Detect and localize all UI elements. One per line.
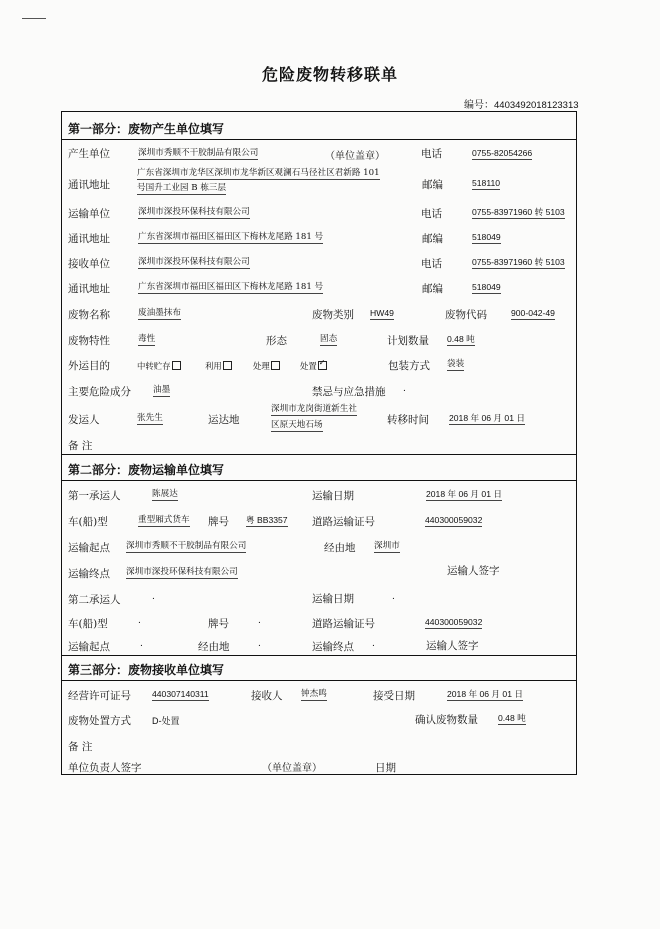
- transport-date1[interactable]: 2018 年 06 月 01 日: [426, 489, 502, 499]
- unit-seal-label: （单位盖章）: [262, 763, 322, 774]
- transporter-value[interactable]: 深圳市深投环保科技有限公司: [138, 207, 250, 217]
- destination-label: 运达地: [208, 414, 240, 426]
- waste-code-label: 废物代码: [445, 309, 487, 321]
- receive-date-label: 接受日期: [373, 690, 415, 702]
- plate1-label: 牌号: [208, 516, 229, 528]
- purpose-label: 外运目的: [68, 360, 110, 372]
- purpose-option-treat[interactable]: 处理: [253, 360, 280, 372]
- sign-date-label: 日期: [375, 762, 396, 774]
- divider: [61, 454, 577, 455]
- via2-label: 经由地: [198, 641, 230, 653]
- part1-heading: 第一部分：废物产生单位填写: [68, 122, 225, 136]
- shipper-label: 发运人: [68, 414, 100, 426]
- disposal-method[interactable]: D-处置: [152, 716, 180, 726]
- transfer-time-label: 转移时间: [387, 414, 429, 426]
- receiving-person-label: 接收人: [251, 690, 283, 702]
- carrier1-sign-label: 运输人签字: [447, 565, 500, 577]
- form-title: 危险废物转移联单: [261, 65, 398, 84]
- planned-quantity-label: 计划数量: [387, 335, 429, 347]
- waste-form-label: 形态: [266, 335, 287, 347]
- receiver-address[interactable]: 广东省深圳市福田区福田区下梅林龙尾路 181 号: [138, 282, 324, 292]
- purpose-option-storage[interactable]: 中转贮存: [137, 360, 181, 372]
- divider: [61, 139, 577, 140]
- end1-label: 运输终点: [68, 568, 110, 580]
- start1-label: 运输起点: [68, 542, 110, 554]
- carrier1-value[interactable]: 陈展达: [152, 489, 178, 499]
- receiver-address-label: 通讯地址: [68, 283, 110, 295]
- confirm-quantity[interactable]: 0.48 吨: [498, 713, 526, 723]
- producer-phone-label: 电话: [421, 148, 442, 160]
- blank-mark: .: [372, 639, 375, 649]
- plate1-value[interactable]: 粤 BB3357: [246, 515, 288, 525]
- divider: [61, 655, 577, 656]
- permit1-value[interactable]: 440300059032: [425, 515, 483, 525]
- confirm-quantity-label: 确认废物数量: [415, 714, 478, 726]
- transport-date2-label: 运输日期: [312, 593, 354, 605]
- scan-mark: [22, 18, 46, 19]
- disposal-method-label: 废物处置方式: [68, 715, 131, 727]
- carrier2-sign-label: 运输人签字: [426, 640, 479, 652]
- part3-remarks-label: 备 注: [68, 741, 93, 753]
- purpose-option-dispose[interactable]: 处置✓: [300, 360, 327, 372]
- packaging-value[interactable]: 袋装: [447, 359, 465, 369]
- blank-mark: .: [152, 592, 155, 602]
- carrier2-label: 第二承运人: [68, 594, 121, 606]
- blank-mark: .: [138, 616, 141, 626]
- receiver-phone-label: 电话: [421, 258, 442, 270]
- checkbox-icon[interactable]: [223, 361, 232, 370]
- waste-form[interactable]: 固态: [320, 334, 338, 344]
- destination-line2[interactable]: 区原天地石场: [271, 420, 323, 430]
- waste-category-label: 废物类别: [312, 309, 354, 321]
- start2-label: 运输起点: [68, 641, 110, 653]
- via1-value[interactable]: 深圳市: [374, 541, 400, 551]
- waste-properties[interactable]: 毒性: [138, 334, 156, 344]
- hazard-value[interactable]: 油墨: [153, 385, 171, 395]
- end2-label: 运输终点: [312, 641, 354, 653]
- producer-address-label: 通讯地址: [68, 179, 110, 191]
- receiver-phone[interactable]: 0755-83971960 转 5103: [472, 257, 565, 267]
- plate2-label: 牌号: [208, 618, 229, 630]
- start1-value[interactable]: 深圳市秀顺不干胶制品有限公司: [126, 541, 247, 551]
- waste-name[interactable]: 废油墨抹布: [138, 308, 181, 318]
- receiver-zip-label: 邮编: [422, 283, 443, 295]
- receiver-label: 接收单位: [68, 258, 110, 270]
- shipper-value[interactable]: 张先生: [137, 413, 163, 423]
- blank-mark: .: [403, 384, 406, 394]
- checked-checkbox-icon[interactable]: [318, 361, 327, 370]
- serial-label: 编号：: [464, 100, 494, 111]
- blank-mark: .: [392, 592, 395, 602]
- divider: [61, 480, 577, 481]
- license-label: 经营许可证号: [68, 690, 131, 702]
- manager-sign-label: 单位负责人签字: [68, 762, 142, 774]
- producer-zip[interactable]: 518110: [472, 178, 501, 188]
- part1-remarks-label: 备 注: [68, 440, 93, 452]
- producer-address-line2[interactable]: 号国升工业园 B 栋三层: [137, 183, 227, 193]
- end1-value[interactable]: 深圳市深投环保科技有限公司: [126, 567, 238, 577]
- vehicle2-label: 车(船)型: [68, 618, 108, 630]
- purpose-option-use[interactable]: 利用: [205, 360, 232, 372]
- waste-name-label: 废物名称: [68, 309, 110, 321]
- producer-value[interactable]: 深圳市秀顺不干胶制品有限公司: [138, 148, 259, 158]
- checkbox-icon[interactable]: [172, 361, 181, 370]
- destination-line1[interactable]: 深圳市龙岗街道新生社: [271, 404, 357, 414]
- serial-number: [464, 96, 579, 111]
- divider: [61, 680, 577, 681]
- emergency-measures-label: 禁忌与应急措施: [312, 386, 386, 398]
- waste-code[interactable]: 900-042-49: [511, 308, 555, 318]
- part3-heading: 第三部分：废物接收单位填写: [68, 663, 225, 677]
- transporter-zip[interactable]: 518049: [472, 232, 501, 242]
- producer-phone[interactable]: 0755-82054266: [472, 148, 533, 158]
- transporter-phone[interactable]: 0755-83971960 转 5103: [472, 207, 565, 217]
- transporter-address-label: 通讯地址: [68, 233, 110, 245]
- permit2-value[interactable]: 440300059032: [425, 617, 483, 627]
- receiving-person[interactable]: 钟杰鸣: [301, 689, 327, 699]
- transporter-zip-label: 邮编: [422, 233, 443, 245]
- transfer-time[interactable]: 2018 年 06 月 01 日: [449, 413, 525, 423]
- transporter-phone-label: 电话: [421, 208, 442, 220]
- serial-value: 4403492018123313: [494, 100, 579, 111]
- blank-mark: .: [140, 639, 143, 649]
- vehicle1-label: 车(船)型: [68, 516, 108, 528]
- receiver-value[interactable]: 深圳市深投环保科技有限公司: [138, 257, 250, 267]
- waste-category[interactable]: HW49: [370, 308, 394, 318]
- receiver-zip[interactable]: 518049: [472, 282, 501, 292]
- producer-address-line1[interactable]: 广东省深圳市龙华区深圳市龙华新区观澜石马径社区君新路 101: [137, 168, 380, 178]
- vehicle1-type[interactable]: 重型厢式货车: [138, 515, 190, 525]
- blank-mark: .: [258, 639, 261, 649]
- carrier1-label: 第一承运人: [68, 490, 121, 502]
- permit2-label: 道路运输证号: [312, 618, 375, 630]
- receive-date[interactable]: 2018 年 06 月 01 日: [447, 689, 523, 699]
- waste-properties-label: 废物特性: [68, 335, 110, 347]
- transporter-label: 运输单位: [68, 208, 110, 220]
- hazard-label: 主要危险成分: [68, 386, 131, 398]
- license-value[interactable]: 440307140311: [152, 689, 209, 699]
- packaging-label: 包装方式: [388, 360, 430, 372]
- checkbox-icon[interactable]: [271, 361, 280, 370]
- part2-heading: 第二部分：废物运输单位填写: [68, 463, 225, 477]
- transporter-address[interactable]: 广东省深圳市福田区福田区下梅林龙尾路 181 号: [138, 232, 324, 242]
- producer-zip-label: 邮编: [422, 179, 443, 191]
- producer-label: 产生单位: [68, 148, 110, 160]
- planned-quantity[interactable]: 0.48 吨: [447, 334, 475, 344]
- permit1-label: 道路运输证号: [312, 516, 375, 528]
- seal-note: （单位盖章）: [325, 151, 385, 162]
- blank-mark: .: [258, 616, 261, 626]
- transport-date1-label: 运输日期: [312, 490, 354, 502]
- via1-label: 经由地: [324, 542, 356, 554]
